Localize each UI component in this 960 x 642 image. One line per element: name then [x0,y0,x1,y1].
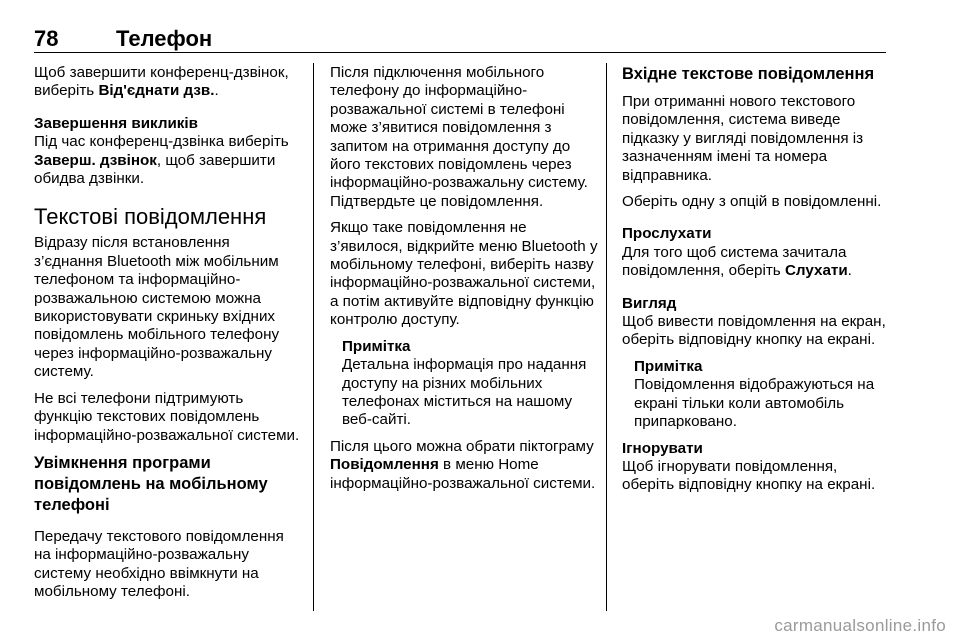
menu-term: Від'єднати дзв. [98,82,215,100]
watermark: carmanualsonline.info [774,616,946,635]
heading-text-messages: Текстові повідомлення [34,204,267,230]
paragraph: Після підключення мобільного телефону до інформаційно-розважальної системі в телефоні може з’явитися повідомлення з запитом на отримання доступу до його текстових повідомлень через інформаційно-розважальну систему. Підтвердьте це повідомлення. [330,64,588,210]
column-divider [313,63,314,611]
column-3 [622,64,892,503]
subheading-enable-app: Увімкнення програми повідомлень на мобільному телефоні [34,453,268,514]
column-1 [34,64,300,610]
note-title: Примітка [342,337,411,355]
text: , щоб завершити обидва дзвінки. [34,151,276,188]
subheading-view: Вигляд [622,294,677,312]
column-divider [606,63,607,611]
note-text: Повідомлення відображуються на екрані тільки коли автомобіль припарковано. [634,376,875,431]
subheading-listen: Прослухати [622,225,712,243]
page-number: 78 [34,26,59,51]
heading-incoming-message: Вхідне текстове повідомлення [622,65,875,83]
paragraph: Щоб ігнорувати повідомлення, оберіть відповідну кнопку на екрані. [622,457,876,494]
text: . [214,82,219,100]
paragraph: Не всі телефони підтримують функцію текстових повідомлень інформаційно-розважальної системи. [34,389,300,444]
text: Щоб завершити конференц-дзвінок, виберіть [34,64,289,100]
text: Після цього можна обрати піктограму [330,437,594,455]
paragraph: Оберіть одну з опцій в повідомленні. [622,193,882,211]
section-title: Телефон [116,26,213,51]
paragraph [330,438,600,493]
note-text: Детальна інформація про надання доступу на різних мобільних телефонах міститься на нашому веб-сайті. [342,356,587,429]
menu-term: Слухати [784,262,848,280]
note [342,338,600,430]
text: . [847,262,852,280]
text: в меню Home інформаційно-розважальної системи. [330,456,596,492]
column-2 [330,64,600,501]
note-title: Примітка [634,357,703,375]
paragraph [622,244,892,281]
text: Для того щоб система зачитала повідомлення, оберіть [622,243,847,280]
paragraph: Щоб вивести повідомлення на екран, оберіть відповідну кнопку на екрані. [622,313,886,349]
paragraph [34,64,300,101]
paragraph: Якщо таке повідомлення не з’явилося, відкрийте меню Bluetooth у мобільному телефоні, виберіть назву інформаційно-розважальної системи, а потім активуйте відповідну функцію контролю доступу. [330,219,598,329]
subheading-end-calls: Завершення викликів [34,114,198,132]
paragraph: Відразу після встановлення з’єднання Bluetooth між мобільним телефоном та інформаційно-розважальною системою можна використовувати скриньку вхідних повідомлень мобільного телефону через інформаційно-розважальну систему. [34,234,280,381]
subheading-ignore: Ігнорувати [622,439,703,457]
menu-term: Повідомлення [330,456,439,474]
page-header [34,22,886,53]
paragraph: Передачу текстового повідомлення на інформаційно-розважальну систему необхідно ввімкнути на мобільному телефоні. [34,527,284,601]
note [634,358,892,432]
menu-term: Заверш. дзвінок [34,151,157,169]
paragraph: При отриманні нового текстового повідомлення, система виведе підказку у вигляді повідомлення із зазначенням імені та номера відправника. [622,93,864,184]
text: Під час конференц-дзвінка виберіть [34,133,289,151]
paragraph [34,133,300,188]
